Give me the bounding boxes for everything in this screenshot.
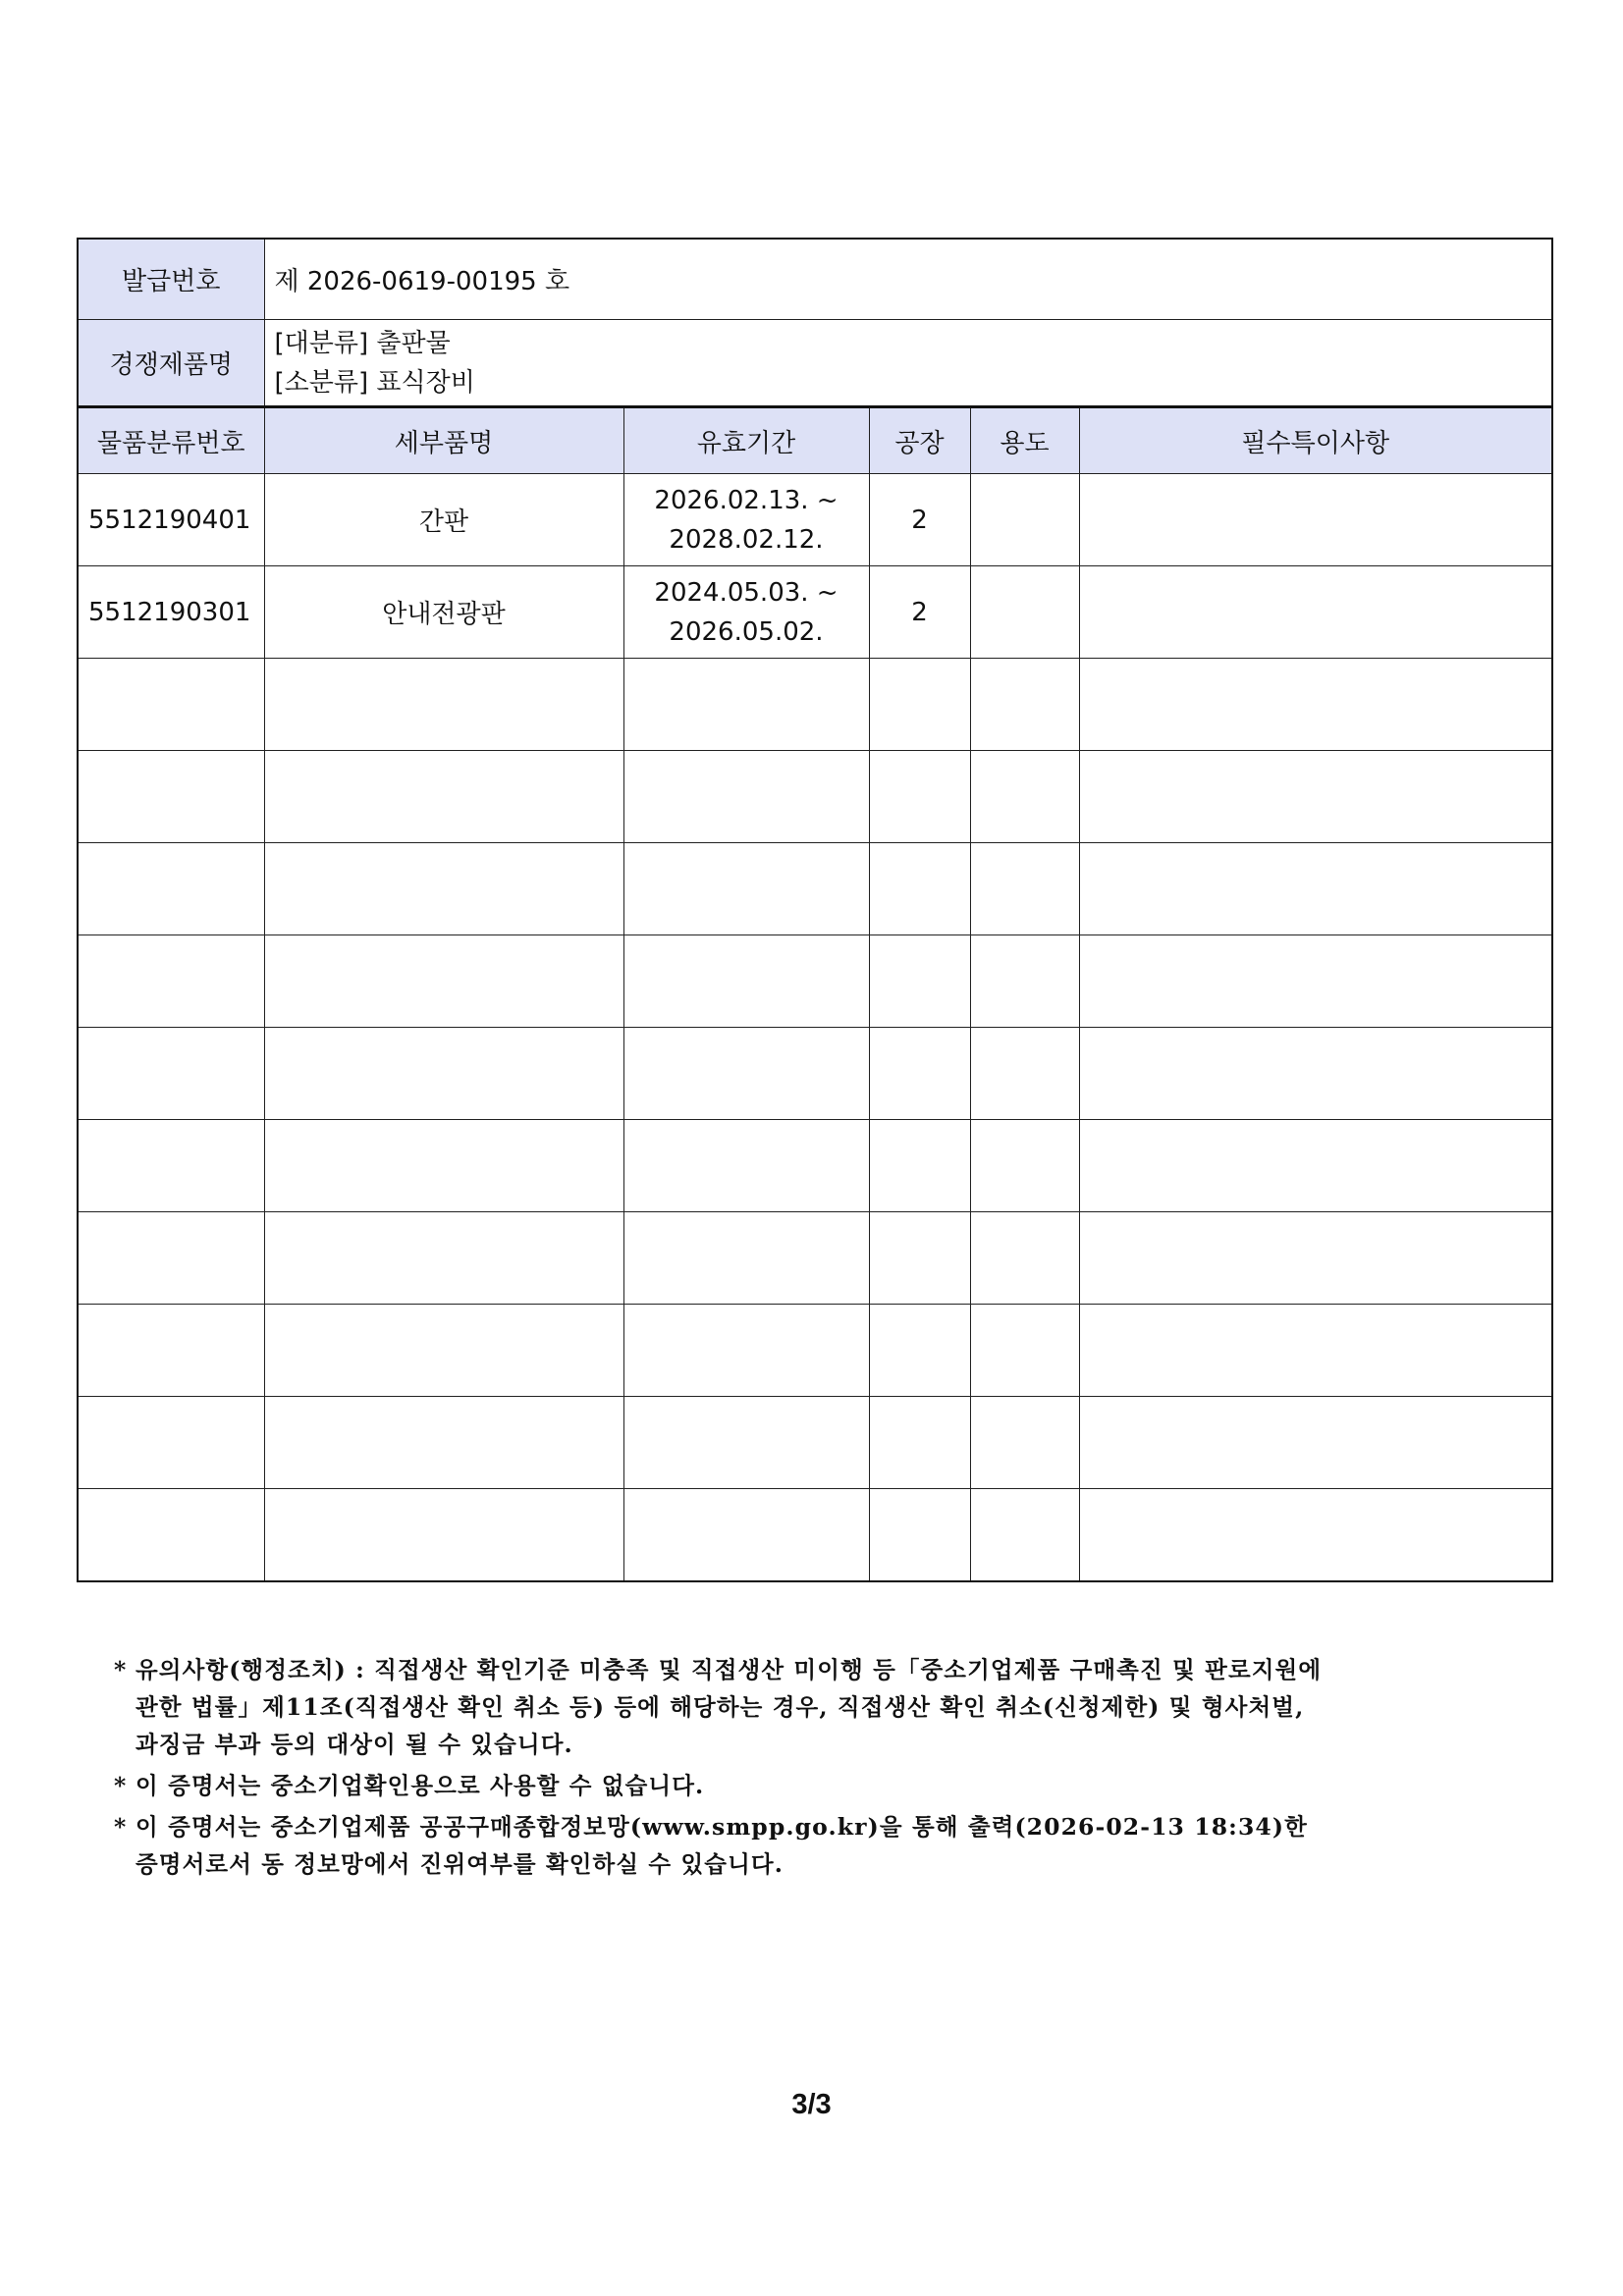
notice-line: 과징금 부과 등의 대상이 될 수 있습니다. (135, 1731, 573, 1758)
empty-table-row (78, 935, 1552, 1028)
notice-line: 증명서로서 동 정보망에서 진위여부를 확인하실 수 있습니다. (135, 1850, 784, 1878)
table-row (78, 474, 1552, 566)
period-end: 2028.02.12. (669, 524, 824, 555)
asterisk-bullet: * (114, 1772, 128, 1799)
column-header-notes: 필수특이사항 (1079, 407, 1552, 474)
issue-number-value: 제 2026-0619-00195 호 (264, 239, 1552, 320)
column-header-item: 세부품명 (264, 407, 623, 474)
notice-line: 이 증명서는 중소기업제품 공공구매종합정보망(www.smpp.go.kr)을 통해 출력(2026-02-13 18:34)한 (135, 1813, 1308, 1841)
page-number: 3/3 (791, 2089, 832, 2120)
row-usage (970, 566, 1079, 659)
notice-item (116, 1651, 1551, 1763)
empty-table-row (78, 1028, 1552, 1120)
issue-number-label: 발급번호 (78, 239, 264, 320)
row-notes (1079, 474, 1552, 566)
column-header-factory: 공장 (869, 407, 970, 474)
row-code: 5512190401 (78, 474, 264, 566)
major-category: [대분류] 출판물 (274, 328, 451, 358)
empty-table-row (78, 659, 1552, 751)
row-item: 간판 (264, 474, 623, 566)
period-end: 2026.05.02. (669, 616, 824, 647)
row-factory: 2 (869, 566, 970, 659)
notice-line: 이 증명서는 중소기업확인용으로 사용할 수 없습니다. (135, 1772, 705, 1799)
column-header-code: 물품분류번호 (78, 407, 264, 474)
empty-table-row (78, 1212, 1552, 1305)
empty-table-row (78, 1397, 1552, 1489)
empty-table-row (78, 1120, 1552, 1212)
column-header-usage: 용도 (970, 407, 1079, 474)
row-usage (970, 474, 1079, 566)
row-period (623, 474, 869, 566)
asterisk-bullet: * (114, 1813, 128, 1841)
notice-line: 유의사항(행정조치) : 직접생산 확인기준 미충족 및 직접생산 미이행 등「중소기업제품 구매촉진 및 판로지원에 (135, 1656, 1323, 1683)
competitive-product-value (264, 320, 1552, 407)
empty-table-row (78, 1305, 1552, 1397)
table-header-row (78, 407, 1552, 474)
notice-item (116, 1808, 1551, 1883)
row-factory: 2 (869, 474, 970, 566)
certificate-table (77, 238, 1553, 1582)
competitive-product-row (78, 320, 1552, 407)
empty-table-row (78, 751, 1552, 843)
period-start: 2024.05.03. ~ (654, 577, 839, 608)
column-header-period: 유효기간 (623, 407, 869, 474)
empty-table-row (78, 1489, 1552, 1582)
row-notes (1079, 566, 1552, 659)
row-code: 5512190301 (78, 566, 264, 659)
period-start: 2026.02.13. ~ (654, 485, 839, 515)
table-row (78, 566, 1552, 659)
competitive-product-label: 경쟁제품명 (78, 320, 264, 407)
notice-section (116, 1651, 1551, 1887)
notice-item (116, 1767, 1551, 1804)
minor-category: [소분류] 표식장비 (274, 367, 475, 398)
notice-line: 관한 법률」제11조(직접생산 확인 취소 등) 등에 해당하는 경우, 직접생산 확인 취소(신청제한) 및 형사처벌, (135, 1693, 1305, 1721)
row-item: 안내전광판 (264, 566, 623, 659)
empty-table-row (78, 843, 1552, 935)
issue-number-row (78, 239, 1552, 320)
row-period (623, 566, 869, 659)
asterisk-bullet: * (114, 1656, 128, 1683)
